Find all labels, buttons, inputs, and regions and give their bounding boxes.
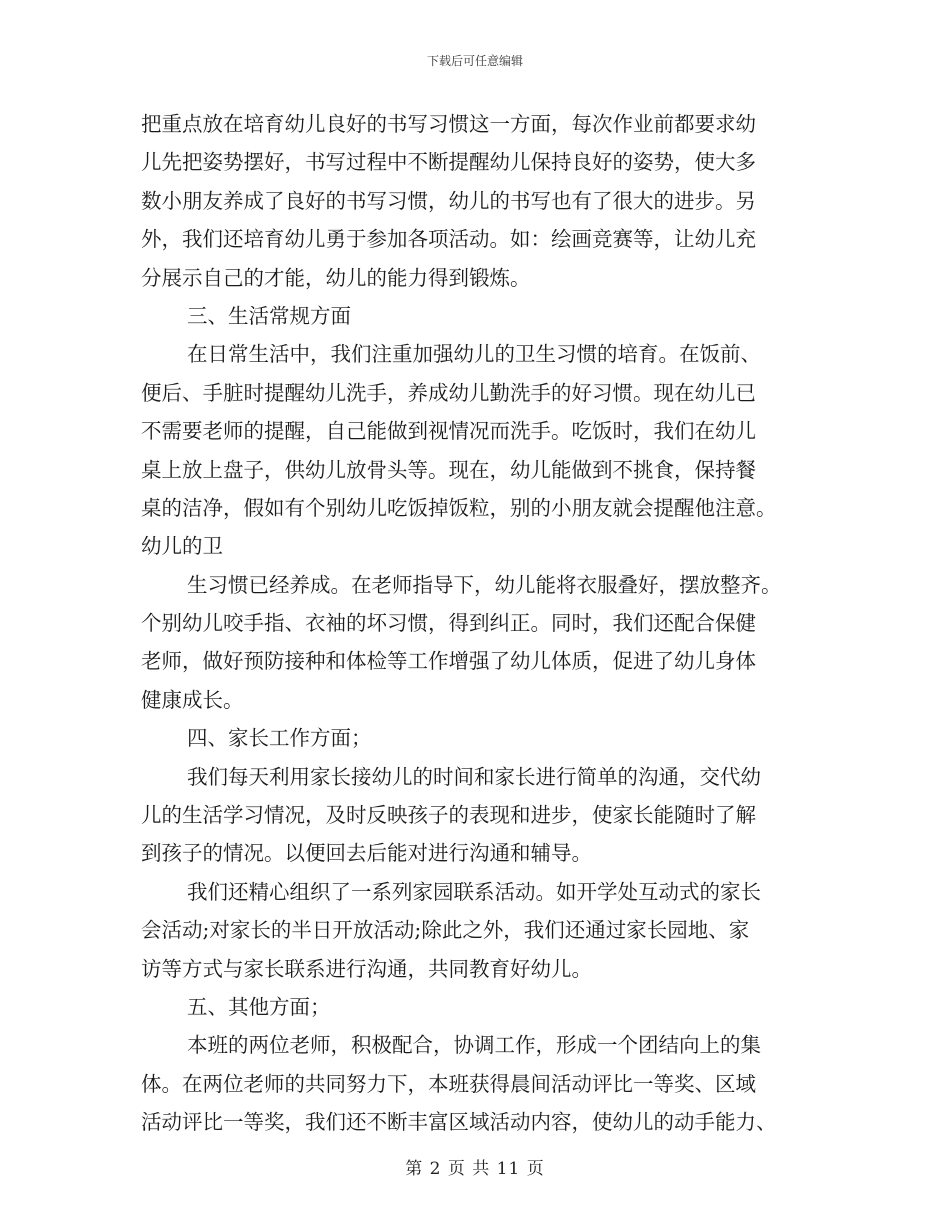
text-line: 访等方式与家长联系进行沟通，共同教育好幼儿。 <box>141 956 592 981</box>
text-line: 三、生活常规方面 <box>187 303 351 328</box>
text-line: 活动评比一等奖，我们还不断丰富区域活动内容，使幼儿的动手能力、 <box>141 1110 777 1135</box>
text-line: 不需要老师的提醒，自己能做到视情况而洗手。吃饭时，我们在幼儿 <box>141 419 756 444</box>
text-line: 分展示自己的才能，幼儿的能力得到锻炼。 <box>141 265 531 290</box>
text-line: 桌的洁净，假如有个别幼儿吃饭掉饭粒，别的小朋友就会提醒他注意。 <box>141 495 777 520</box>
text-line: 幼儿的卫 <box>141 534 223 559</box>
text-line: 本班的两位老师，积极配合，协调工作，形成一个团结向上的集 <box>187 1033 761 1058</box>
page-number: 第 2 页 共 11 页 <box>405 1159 545 1179</box>
text-line: 老师，做好预防接种和体检等工作增强了幼儿体质，促进了幼儿身体 <box>141 649 756 674</box>
text-line: 桌上放上盘子，供幼儿放骨头等。现在，幼儿能做到不挑食，保持餐 <box>141 457 756 482</box>
text-line: 我们每天利用家长接幼儿的时间和家长进行简单的沟通，交代幼 <box>187 764 761 789</box>
text-line: 儿的生活学习情况，及时反映孩子的表现和进步，使家长能随时了解 <box>141 803 756 828</box>
text-line: 儿先把姿势摆好，书写过程中不断提醒幼儿保持良好的姿势，使大多 <box>141 150 756 175</box>
text-line: 健康成长。 <box>141 687 244 712</box>
header-note: 下载后可任意编辑 <box>426 54 523 68</box>
body-text <box>141 105 811 1142</box>
text-line: 生习惯已经养成。在老师指导下，幼儿能将衣服叠好，摆放整齐。 <box>187 572 782 597</box>
text-line: 数小朋友养成了良好的书写习惯，幼儿的书写也有了很大的进步。另 <box>141 188 756 213</box>
text-line: 到孩子的情况。以便回去后能对进行沟通和辅导。 <box>141 841 592 866</box>
text-line: 体。在两位老师的共同努力下，本班获得晨间活动评比一等奖、区域 <box>141 1071 756 1096</box>
text-line: 会活动;对家长的半日开放活动;除此之外，我们还通过家长园地、家 <box>141 918 750 943</box>
text-line: 把重点放在培育幼儿良好的书写习惯这一方面，每次作业前都要求幼 <box>141 112 756 136</box>
text-line: 五、其他方面； <box>187 994 331 1019</box>
text-line: 外，我们还培育幼儿勇于参加各项活动。如：绘画竞赛等，让幼儿充 <box>141 227 756 252</box>
text-line: 我们还精心组织了一系列家园联系活动。如开学处互动式的家长 <box>187 879 761 904</box>
text-line: 在日常生活中，我们注重加强幼儿的卫生习惯的培育。在饭前、 <box>187 342 761 367</box>
text-line: 便后、手脏时提醒幼儿洗手，养成幼儿勤洗手的好习惯。现在幼儿已 <box>141 380 756 405</box>
text-line: 四、家长工作方面； <box>187 726 372 751</box>
text-line: 个别幼儿咬手指、衣袖的坏习惯，得到纠正。同时，我们还配合保健 <box>141 611 756 636</box>
